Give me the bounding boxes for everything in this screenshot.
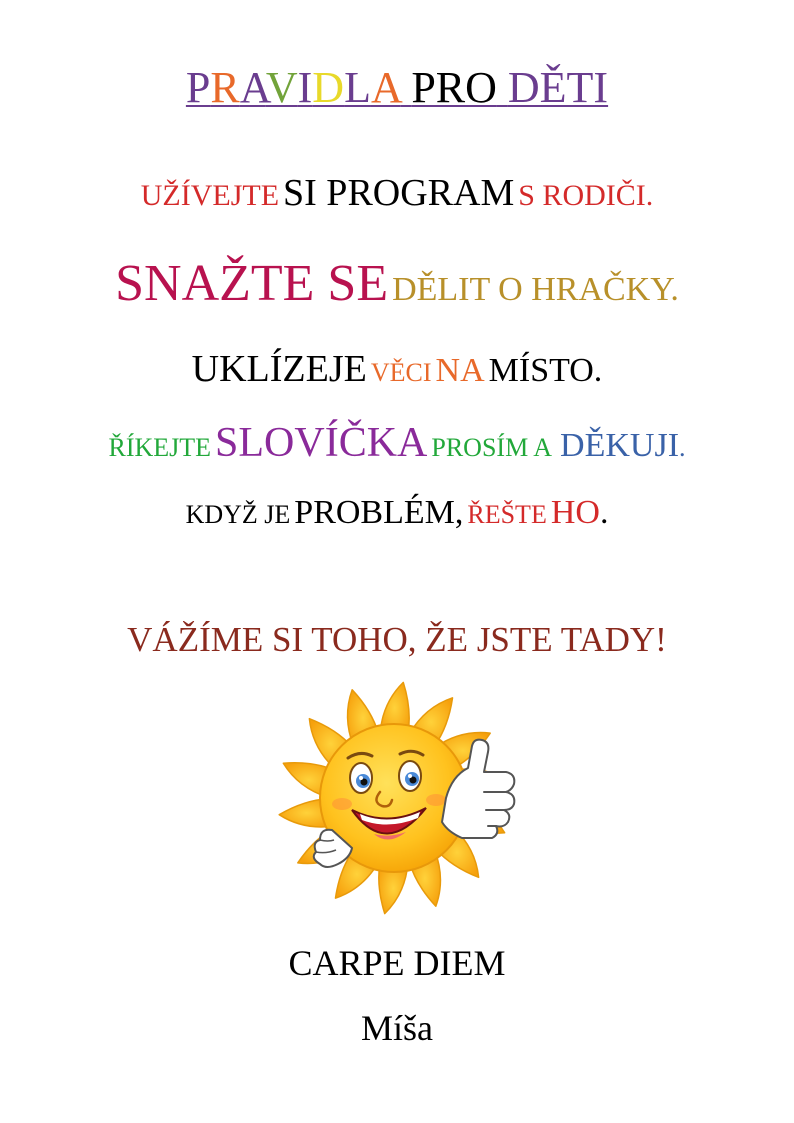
title-word-pro: PRO [411,63,497,112]
title-letter: A [239,63,266,112]
rule-share-toys [0,255,794,312]
rule-5-part-d: HO [550,494,600,531]
rule-4-part-d: DĚKUJI [560,427,680,464]
rule-tidy-up [0,350,794,388]
rule-solve-problems [0,496,794,530]
rule-3-part-d: MÍSTO. [488,352,603,389]
title-gap [400,63,411,112]
rule-4-part-e: . [679,433,686,462]
rule-5-part-b: PROBLÉM, [294,494,464,531]
rule-4-part-a: ŘÍKEJTE [108,433,212,462]
rule-5-part-a: KDYŽ JE [185,500,291,529]
rule-3-part-a: UKLÍZEJE [191,348,367,390]
rule-1-part-c: S RODIČI. [518,179,654,212]
rule-5-part-e: . [599,494,609,531]
poster-title [0,63,794,112]
rule-1-part-a: UŽÍVEJTE [140,179,280,212]
rule-enjoy-program [0,174,794,212]
author-signature: Míša [361,1008,433,1048]
rule-3-part-c: NA [435,352,485,389]
rule-2-part-b: DĚLIT O HRAČKY. [392,271,679,308]
rule-1-part-b: SI PROGRAM [283,172,515,214]
rule-4-part-c: PROSÍM A [431,433,553,462]
title-letter: L [344,63,371,112]
smiling-sun-icon [276,680,522,920]
rule-3-part-b: VĚCI [370,358,432,387]
title-letter: A [370,63,401,112]
title-letter: V [265,63,298,112]
title-gap [497,63,508,112]
title-letter: I [297,63,313,112]
rule-5-part-c: ŘEŠTE [467,500,547,529]
title-word-pravidla [186,63,400,112]
title-letter: P [185,63,211,112]
rule-say-please-thanks [0,422,794,464]
title-word-deti: DĚTI [507,63,609,112]
title-letter: R [210,63,240,112]
rule-4-part-b: SLOVÍČKA [215,420,428,466]
motto: CARPE DIEM [288,943,506,983]
thanks-message: VÁŽÍME SI TOHO, ŽE JSTE TADY! [127,620,667,659]
rule-2-part-a: SNAŽTE SE [115,255,389,312]
title-letter: D [312,63,345,112]
